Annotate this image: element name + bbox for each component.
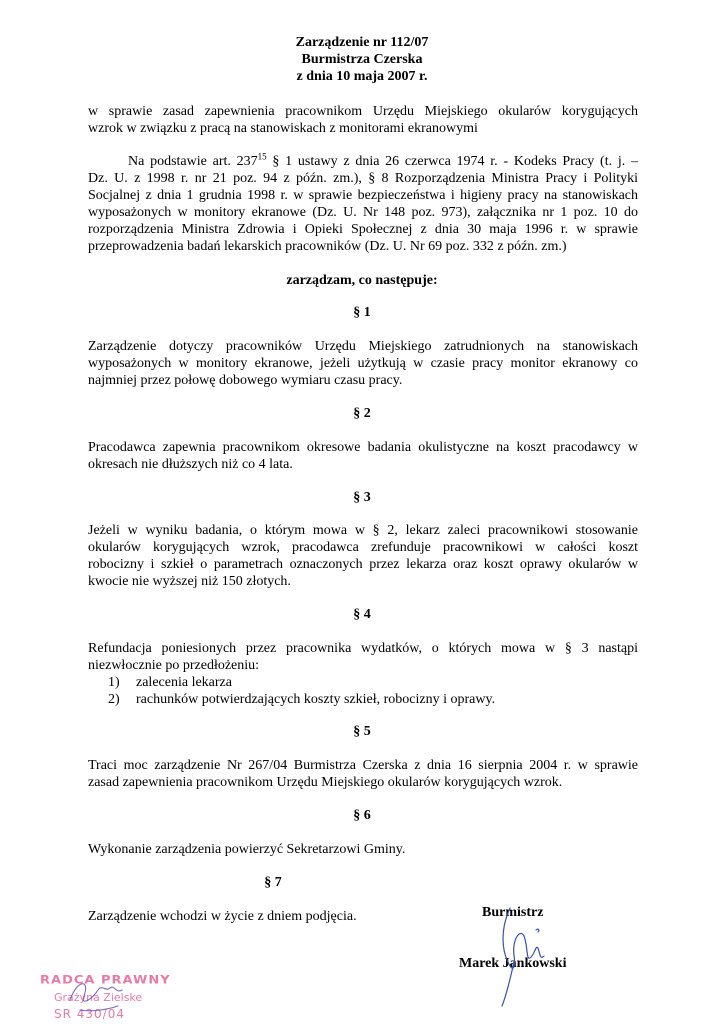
section-6-heading: § 6 (353, 808, 371, 823)
legal-counsel-stamp: RADCA PRAWNY Grażyna Zielske SR 430/04 (40, 973, 171, 1021)
list-item: 2) rachunków potwierdzających koszty szkieł, robocizny i oprawy. (108, 692, 496, 707)
legal-basis-paragraph: Na podstawie art. $237^{15}$ § 1 ustawy z dnia 26 czerwca 1974 r. - Kodeks Pracy (t. j. – Dz. U. z 1998 r. nr 21 poz. 94 z późn. zm.), § 8 Rozporządzenia Ministra Pracy i Polityki Socjalnej z dnia 1 grudnia 1998 r. w sprawie bezpieczeństwa i higieny pracy na stanowiskach wyposażonych w monitory ekranowe (Dz. U. Nr 148 poz. 973), załącznika nr 1 poz. 10 do rozporządzenia Ministra Zdrowia i Opieki Społecznej z dnia 30 maja 1996 r. w sprawie przeprowadzenia badań lekarskich pracowników (Dz. U. Nr 69 poz. 332 z późn. zm.) (88, 151, 638, 254)
section-1-heading: § 1 (353, 305, 371, 320)
document-header (0, 34, 724, 85)
decree-number: Zarządzenie nr 112/07 (295, 35, 429, 50)
signatory-name: Marek Jankowski (459, 956, 567, 971)
decree-statement: zarządzam, co następuje: (286, 273, 438, 288)
section-2-heading: § 2 (353, 406, 371, 421)
stamp-signature (40, 970, 150, 1020)
section-5-heading: § 5 (353, 724, 371, 739)
section-3-heading: § 3 (353, 490, 371, 505)
section-3-text: Jeżeli w wyniku badania, o którym mowa w § 2, lekarz zaleci pracownikowi stosowanie okularów korygujących wzrok, pracodawca zrefunduje pracownikowi w całości koszt robocizny i szkieł o parametrach oznaczonych przez lekarza oraz koszt oprawy okularów w kwocie nie wyższej niż 150 złotych. (88, 523, 638, 589)
handwritten-signature (480, 900, 560, 1010)
section-7-heading: § 7 (264, 875, 282, 890)
section-4-text: Refundacja poniesionych przez pracownika wydatków, o których mowa w § 3 nastąpi niezwłocznie po przedłożeniu: (88, 641, 638, 673)
section-6-text: Wykonanie zarządzenia powierzyć Sekretarzowi Gminy. (88, 842, 406, 857)
section-7-text: Zarządzenie wchodzi w życie z dniem podjęcia. (88, 909, 357, 924)
signatory-title: Burmistrz (482, 905, 544, 920)
list-item: 1) zalecenia lekarza (108, 675, 232, 690)
subject-paragraph: w sprawie zasad zapewnienia pracownikom Urzędu Miejskiego okularów korygujących wzrok w związku z pracą na stanowiskach z monitorami ekranowymi (88, 104, 638, 136)
issuer: Burmistrza Czerska (301, 52, 423, 67)
section-4-list (88, 674, 638, 708)
section-2-text: Pracodawca zapewnia pracownikom okresowe badania okulistyczne na koszt pracodawcy w okresach nie dłuższych niż co 4 lata. (88, 440, 638, 472)
section-4-heading: § 4 (353, 607, 371, 622)
section-5-text: Traci moc zarządzenie Nr 267/04 Burmistrza Czerska z dnia 16 sierpnia 2004 r. w sprawie zasad zapewnienia pracownikom Urzędu Miejskiego okularów korygujących wzrok. (88, 758, 638, 790)
decree-date: z dnia 10 maja 2007 r. (296, 69, 428, 84)
section-1-text: Zarządzenie dotyczy pracowników Urzędu Miejskiego zatrudnionych na stanowiskach wyposażonych w monitory ekranowe, jeżeli użytkują w czasie pracy monitor ekranowy co najmniej przez połowę dobowego wymiaru czasu pracy. (88, 339, 638, 388)
